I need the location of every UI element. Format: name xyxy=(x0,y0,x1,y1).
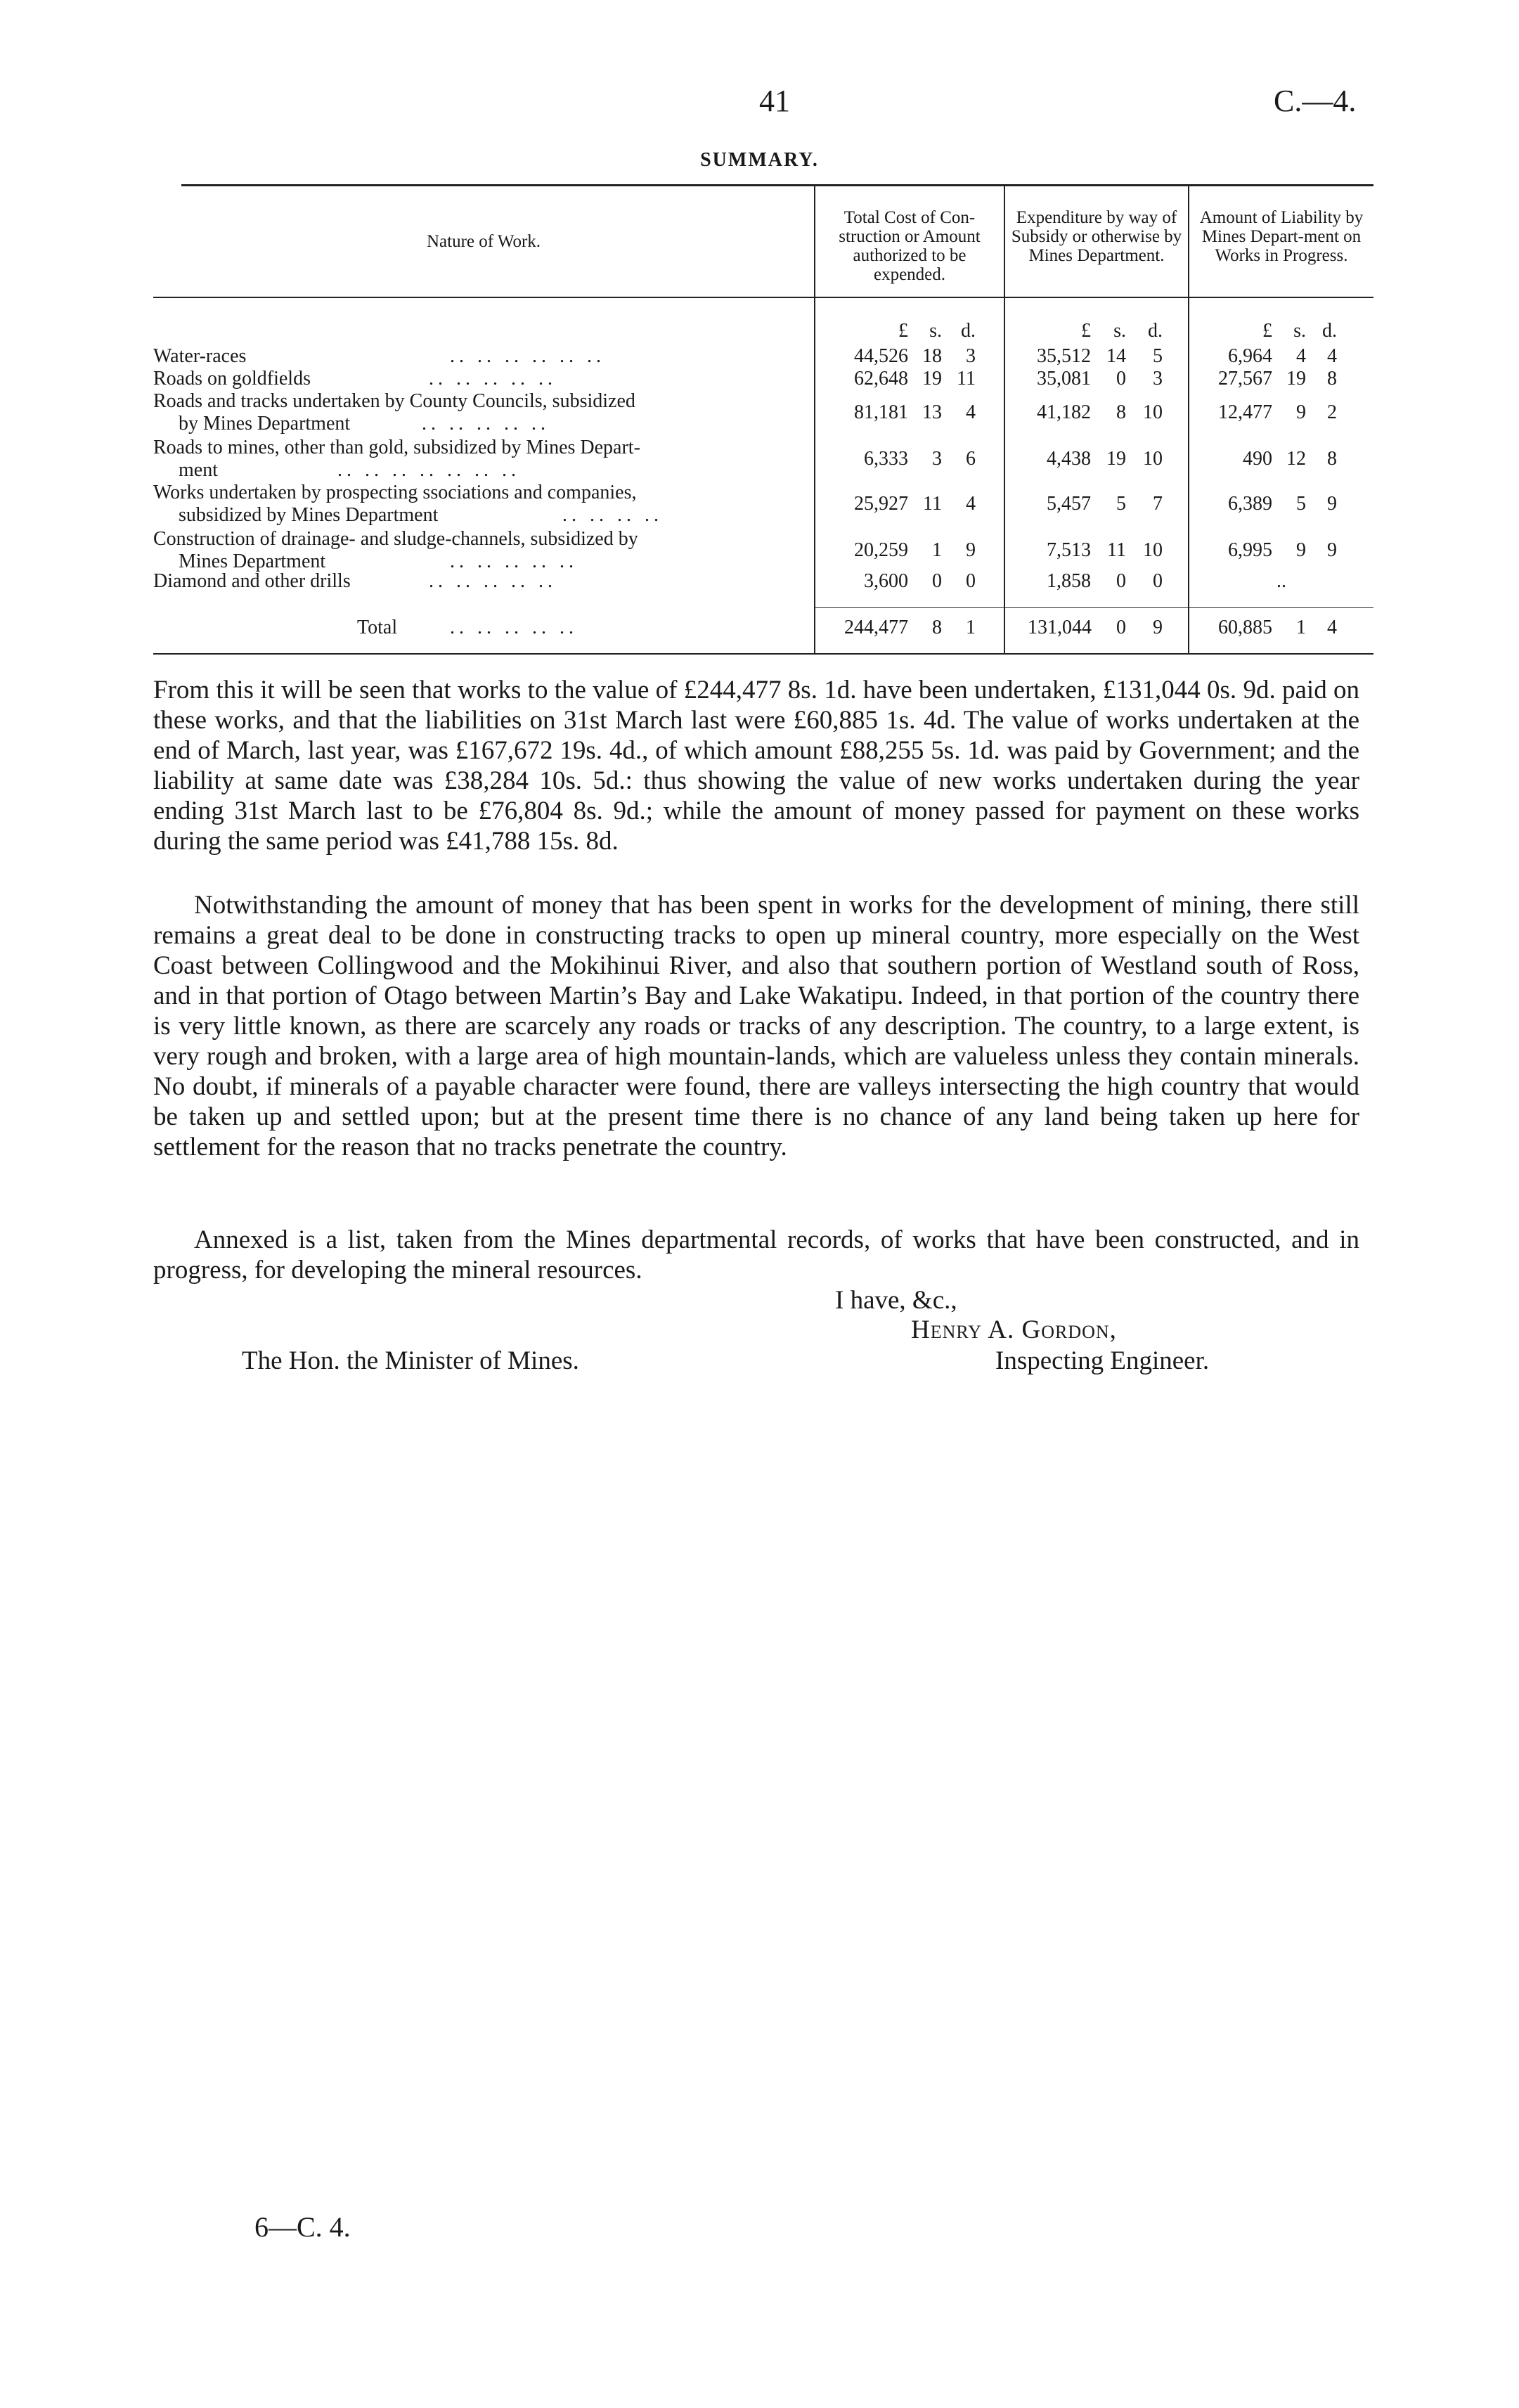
cell-value: 19 xyxy=(1286,368,1306,389)
row-label: Roads on goldfields xyxy=(153,368,311,389)
cell-value: 41,182 xyxy=(1037,401,1091,423)
cell-value: 19 xyxy=(1106,448,1126,470)
cell-value: 8 xyxy=(1327,368,1337,389)
signature-mark: 6—C. 4. xyxy=(254,2211,351,2243)
cell-value: 27,567 xyxy=(1218,368,1272,389)
column-header-liability: Amount of Liability by Mines Depart-ment on Works in Progress. xyxy=(1199,208,1364,265)
cell-value: 4 xyxy=(966,401,976,423)
leader-dots: .. .. .. .. .. xyxy=(450,551,578,572)
cell-value: 6 xyxy=(966,448,976,470)
row-label: Roads to mines, other than gold, subsidized by Mines Depart- xyxy=(153,437,640,458)
row-label: Works undertaken by prospecting ssociations and companies, xyxy=(153,482,637,503)
row-label: Roads and tracks undertaken by County Councils, subsidized xyxy=(153,390,635,412)
cell-value: 44,526 xyxy=(854,345,908,367)
signatory-name: Henry A. Gordon, xyxy=(911,1315,1117,1344)
leader-dots: .. .. .. .. .. xyxy=(422,413,550,434)
cell-value: 11 xyxy=(1107,539,1126,561)
cell-value: 9 xyxy=(1327,493,1337,515)
cell-value: 12,477 xyxy=(1218,401,1272,423)
cell-value: 10 xyxy=(1143,539,1163,561)
cell-value: 35,081 xyxy=(1037,368,1091,389)
unit-pound: £ xyxy=(1262,320,1272,342)
cell-value: 8 xyxy=(1327,448,1337,470)
summary-title: SUMMARY. xyxy=(700,149,819,171)
total-value: 131,044 xyxy=(1028,617,1092,638)
cell-value: 10 xyxy=(1143,448,1163,470)
unit-pound: £ xyxy=(898,320,908,342)
table-bottom-rule xyxy=(153,653,1373,655)
page-number: 41 xyxy=(759,84,790,118)
cell-value: 81,181 xyxy=(854,401,908,423)
cell-value: 1 xyxy=(932,539,942,561)
row-label-continued: ment xyxy=(179,459,218,481)
cell-value: 6,333 xyxy=(864,448,908,470)
cell-value: 4 xyxy=(1327,345,1337,367)
cell-value: 6,964 xyxy=(1228,345,1272,367)
paragraph-2: Notwithstanding the amount of money that has been spent in works for the development of mining, there still remains a great deal to be done in constructing tracks to open up mineral country, more especially on the West Coast between Collingwood and the Mokihinui River, and also that southern portion of Westland south of Ross, and in that portion of Otago between Martin’s Bay and Lake Wakatipu. Indeed, in that portion of the country there is very little known, as there are scarcely any roads or tracks of any description. The country, to a large extent, is very rough and broken, with a large area of high mountain-lands, which are valueless unless they contain minerals. No doubt, if minerals of a payable character were found, there are valleys intersecting the high country that would be taken up and settled upon; but at the present time there is no chance of any land being taken up here for settlement for the reason that no tracks penetrate the country. xyxy=(153,891,1359,1161)
unit-pound: £ xyxy=(1081,320,1091,342)
unit-shillings: s. xyxy=(929,320,942,342)
total-value: 1 xyxy=(966,617,976,638)
cell-value: 0 xyxy=(966,570,976,592)
cell-value: 4,438 xyxy=(1047,448,1091,470)
cell-value: .. xyxy=(1276,570,1286,592)
leader-dots: .. .. .. .. .. xyxy=(429,570,557,592)
unit-pence: d. xyxy=(961,320,976,342)
cell-value: 11 xyxy=(923,493,942,515)
column-divider xyxy=(1188,186,1189,654)
cell-value: 62,648 xyxy=(854,368,908,389)
cell-value: 6,389 xyxy=(1228,493,1272,515)
row-label: Water-races xyxy=(153,345,247,367)
document-reference: C.—4. xyxy=(1274,84,1357,118)
cell-value: 9 xyxy=(1327,539,1337,561)
column-divider xyxy=(1004,186,1005,654)
salutation: I have, &c., xyxy=(835,1286,957,1315)
column-header-expenditure: Expenditure by way of Subsidy or otherwise by Mines Department. xyxy=(1011,208,1182,265)
row-label-continued: by Mines Department xyxy=(179,413,351,434)
paragraph-1: From this it will be seen that works to the value of £244,477 8s. 1d. have been undertaken, £131,044 0s. 9d. paid on these works, and that the liabilities on 31st March last were £60,885 1s. 4d. The value of works undertaken at the end of March, last year, was £167,672 19s. 4d., of which amount £88,255 5s. 1d. was paid by Government; and the liability at same date was £38,284 10s. 5d.: thus showing the value of new works undertaken during the year ending 31st March last to be £76,804 8s. 9d.; while the amount of money passed for payment on these works during the same period was £41,788 15s. 8d. xyxy=(153,676,1359,856)
total-rule xyxy=(815,607,1373,608)
cell-value: 3 xyxy=(966,345,976,367)
total-label: Total xyxy=(357,617,398,638)
cell-value: 7 xyxy=(1153,493,1163,515)
paragraph-3: Annexed is a list, taken from the Mines departmental records, of works that have been constructed, and in progress, for developing the mineral resources. xyxy=(153,1225,1359,1285)
cell-value: 35,512 xyxy=(1037,345,1091,367)
cell-value: 6,995 xyxy=(1228,539,1272,561)
leader-dots: .. .. .. .. .. xyxy=(429,368,557,389)
unit-pence: d. xyxy=(1148,320,1163,342)
cell-value: 0 xyxy=(1116,368,1126,389)
cell-value: 7,513 xyxy=(1047,539,1091,561)
cell-value: 0 xyxy=(1153,570,1163,592)
addressee: The Hon. the Minister of Mines. xyxy=(242,1346,579,1375)
cell-value: 8 xyxy=(1116,401,1126,423)
cell-value: 5,457 xyxy=(1047,493,1091,515)
leader-dots: .. .. .. .. .. .. xyxy=(450,345,605,367)
cell-value: 5 xyxy=(1296,493,1306,515)
total-value: 9 xyxy=(1153,617,1163,638)
cell-value: 18 xyxy=(922,345,942,367)
cell-value: 12 xyxy=(1286,448,1306,470)
total-value: 4 xyxy=(1327,617,1337,638)
cell-value: 19 xyxy=(922,368,942,389)
row-label-continued: Mines Department xyxy=(179,551,326,572)
cell-value: 11 xyxy=(957,368,976,389)
total-value: 244,477 xyxy=(844,617,908,638)
unit-shillings: s. xyxy=(1113,320,1126,342)
cell-value: 0 xyxy=(1116,570,1126,592)
leader-dots: .. .. .. .. .. xyxy=(450,617,578,638)
leader-dots: .. .. .. .. xyxy=(562,504,663,526)
cell-value: 0 xyxy=(932,570,942,592)
total-value: 8 xyxy=(932,617,942,638)
cell-value: 14 xyxy=(1106,345,1126,367)
unit-pence: d. xyxy=(1322,320,1337,342)
cell-value: 9 xyxy=(1296,401,1306,423)
column-header-nature: Nature of Work. xyxy=(426,232,541,251)
cell-value: 3,600 xyxy=(864,570,908,592)
cell-value: 490 xyxy=(1243,448,1272,470)
cell-value: 25,927 xyxy=(854,493,908,515)
header-rule xyxy=(153,297,1373,298)
cell-value: 9 xyxy=(966,539,976,561)
cell-value: 3 xyxy=(1153,368,1163,389)
leader-dots: .. .. .. .. .. .. .. xyxy=(337,459,520,481)
row-label-continued: subsidized by Mines Department xyxy=(179,504,439,526)
signatory-title: Inspecting Engineer. xyxy=(995,1346,1210,1375)
cell-value: 2 xyxy=(1327,401,1337,423)
cell-value: 5 xyxy=(1153,345,1163,367)
total-value: 1 xyxy=(1296,617,1306,638)
table-top-rule xyxy=(181,184,1373,186)
column-divider xyxy=(814,186,815,654)
cell-value: 10 xyxy=(1143,401,1163,423)
cell-value: 4 xyxy=(966,493,976,515)
cell-value: 3 xyxy=(932,448,942,470)
row-label: Diamond and other drills xyxy=(153,570,351,592)
cell-value: 5 xyxy=(1116,493,1126,515)
cell-value: 20,259 xyxy=(854,539,908,561)
cell-value: 1,858 xyxy=(1047,570,1091,592)
cell-value: 13 xyxy=(922,401,942,423)
row-label: Construction of drainage- and sludge-channels, subsidized by xyxy=(153,528,638,550)
cell-value: 4 xyxy=(1296,345,1306,367)
total-value: 60,885 xyxy=(1218,617,1272,638)
cell-value: 9 xyxy=(1296,539,1306,561)
column-header-total-cost: Total Cost of Con-struction or Amount authorized to be expended. xyxy=(839,208,981,284)
total-value: 0 xyxy=(1116,617,1126,638)
unit-shillings: s. xyxy=(1293,320,1306,342)
